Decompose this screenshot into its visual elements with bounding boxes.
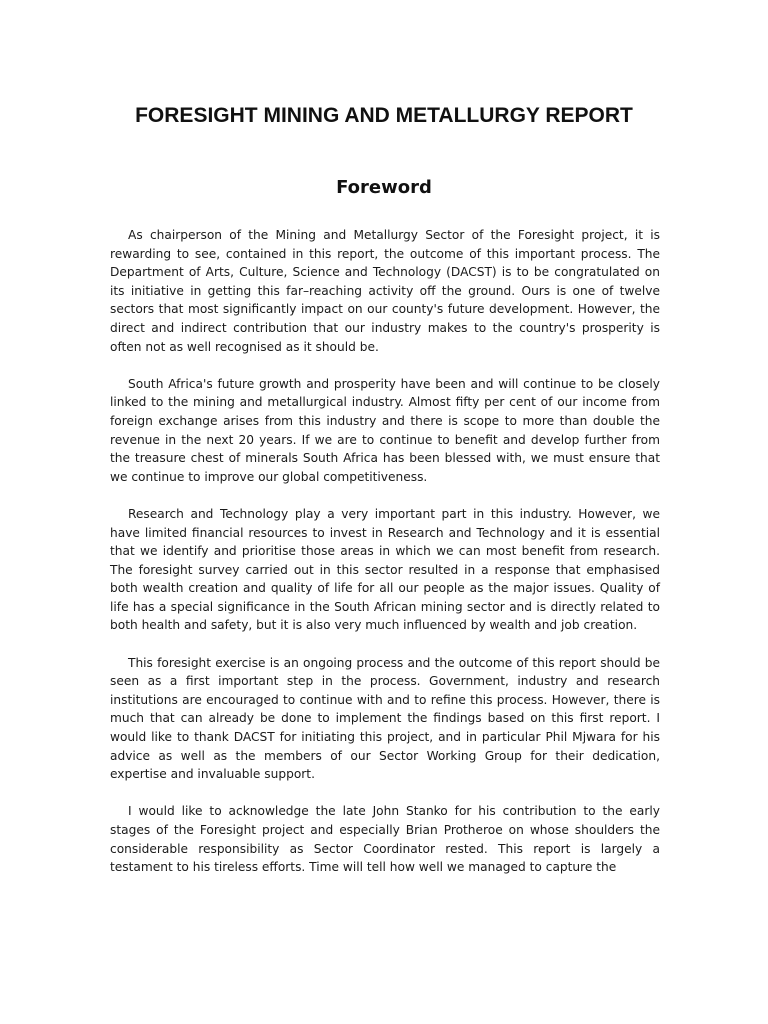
paragraph-4: This foresight exercise is an ongoing process and the outcome of this report should be seen as a first important step in the process. Government, industry and research institutions are encouraged to continue with and to refine this process. However, there is much that can already be done to implement the findings based on this first report. I would like to thank DACST for initiating this project, and in particular Phil Mjwara for his advice as well as the members of our Sector Working Group for their dedication, expertise and invaluable support. xyxy=(110,655,660,782)
section-heading-foreword: Foreword xyxy=(336,177,432,198)
paragraph-2: South Africa's future growth and prosperity have been and will continue to be closely linked to the mining and metallurgical industry. Almost fifty per cent of our income from foreign exchange arises from this industry and there is scope to more than double the revenue in the next 20 years. If we are to continue to benefit and develop further from the treasure chest of minerals South Africa has been blessed with, we must ensure that we continue to improve our global competitiveness. xyxy=(110,376,660,484)
paragraph-1: As chairperson of the Mining and Metallurgy Sector of the Foresight project, it is rewarding to see, contained in this report, the outcome of this important process. The Department of Arts, Culture, Science and Technology (DACST) is to be congratulated on its initiative in getting this far–reaching activity off the ground. Ours is one of twelve sectors that most significantly impact on our county's future development. However, the direct and indirect contribution that our industry makes to the country's prosperity is often not as well recognised as it should be. xyxy=(110,228,660,354)
foreword-body xyxy=(110,226,660,895)
paragraph-3: Research and Technology play a very important part in this industry. However, we have limited financial resources to invest in Research and Technology and it is essential that we identify and prioritise those areas in which we can most benefit from research. The foresight survey carried out in this sector resulted in a response that emphasised both wealth creation and quality of life for all our people as the major issues. Quality of life has a special significance in the South African mining sector and is directly related to both health and safety, but it is also very much influenced by wealth and job creation. xyxy=(110,506,660,633)
paragraph-5: I would like to acknowledge the late John Stanko for his contribution to the early stages of the Foresight project and especially Brian Protheroe on whose shoulders the considerable responsibility as Sector Coordinator rested. This report is largely a testament to his tireless efforts. Time will tell how well we managed to capture the xyxy=(110,804,660,875)
report-title: FORESIGHT MINING AND METALLURGY REPORT xyxy=(135,104,633,127)
